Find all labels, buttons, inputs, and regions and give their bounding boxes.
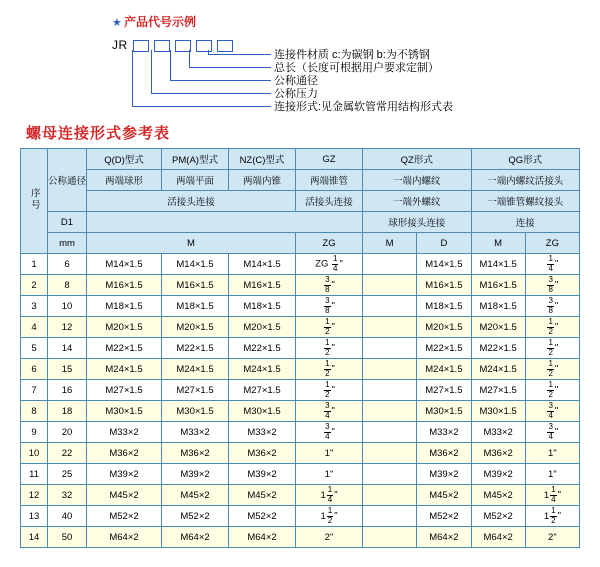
row-qz-d: M36×2 — [417, 443, 471, 464]
header-gz: GZ — [296, 149, 363, 170]
row-qz-d: M33×2 — [417, 422, 471, 443]
header-nz-type: NZ(C)型式 — [229, 149, 296, 170]
row-seq: 11 — [21, 464, 48, 485]
row-nominal-diameter: 8 — [48, 275, 87, 296]
row-nz-thread: M64×2 — [229, 527, 296, 548]
legend-label-dn: 公称通径 — [274, 75, 318, 87]
header-pm-desc: 两端平面 — [162, 170, 229, 191]
row-seq: 2 — [21, 275, 48, 296]
header-qz: QZ形式 — [363, 149, 472, 170]
row-nominal-diameter: 18 — [48, 401, 87, 422]
row-gz-thread: 1" — [296, 464, 363, 485]
table-row — [21, 296, 580, 317]
row-pm-thread: M27×1.5 — [162, 380, 229, 401]
table-row — [21, 338, 580, 359]
row-qz-m — [363, 527, 417, 548]
row-qz-m — [363, 506, 417, 527]
header-qg-connection: 连接 — [471, 212, 580, 233]
row-qg-zg: 1 $\frac{1}{4}$ " — [525, 485, 579, 506]
row-qg-m: M27×1.5 — [471, 380, 525, 401]
row-nominal-diameter: 20 — [48, 422, 87, 443]
table-row — [21, 254, 580, 275]
row-qz-d: M64×2 — [417, 527, 471, 548]
row-pm-thread: M30×1.5 — [162, 401, 229, 422]
row-qz-m — [363, 254, 417, 275]
row-qz-m — [363, 422, 417, 443]
row-qg-m: M14×1.5 — [471, 254, 525, 275]
row-nz-thread: M20×1.5 — [229, 317, 296, 338]
row-nominal-diameter: 25 — [48, 464, 87, 485]
row-pm-thread: M52×2 — [162, 506, 229, 527]
row-nz-thread: M16×1.5 — [229, 275, 296, 296]
row-nominal-diameter: 10 — [48, 296, 87, 317]
row-q-thread: M30×1.5 — [87, 401, 162, 422]
row-gz-thread: 2" — [296, 527, 363, 548]
row-q-thread: M18×1.5 — [87, 296, 162, 317]
row-q-thread: M14×1.5 — [87, 254, 162, 275]
row-gz-thread: $\frac{3}{8}$ " — [296, 275, 363, 296]
row-qg-m: M30×1.5 — [471, 401, 525, 422]
row-q-thread: M22×1.5 — [87, 338, 162, 359]
row-seq: 10 — [21, 443, 48, 464]
header-unit-qg-zg: ZG — [525, 233, 579, 254]
header-qg-desc: 一端内螺纹活接头 — [471, 170, 580, 191]
row-qg-zg: 2" — [525, 527, 579, 548]
row-qz-d: M16×1.5 — [417, 275, 471, 296]
header-pm-type: PM(A)型式 — [162, 149, 229, 170]
row-qz-m — [363, 380, 417, 401]
legend-label-material: 连接件材质 c:为碳钢 b:为不锈钢 — [274, 49, 430, 61]
row-nz-thread: M45×2 — [229, 485, 296, 506]
row-q-thread: M45×2 — [87, 485, 162, 506]
leader-line — [132, 50, 271, 107]
table-row — [21, 485, 580, 506]
row-qz-d: M30×1.5 — [417, 401, 471, 422]
header-qz-desc: 一端内螺纹 — [363, 170, 472, 191]
row-qz-d: M22×1.5 — [417, 338, 471, 359]
row-q-thread: M16×1.5 — [87, 275, 162, 296]
legend-label-length: 总长（长度可根据用户要求定制） — [274, 62, 439, 74]
row-seq: 8 — [21, 401, 48, 422]
row-nz-thread: M18×1.5 — [229, 296, 296, 317]
row-pm-thread: M39×2 — [162, 464, 229, 485]
table-row — [21, 422, 580, 443]
table-body — [21, 254, 580, 548]
row-nominal-diameter: 15 — [48, 359, 87, 380]
row-seq: 6 — [21, 359, 48, 380]
legend-title: 产品代号示例 — [124, 15, 197, 29]
header-row-3 — [21, 191, 580, 212]
header-gz-desc: 两端锥管 — [296, 170, 363, 191]
row-gz-thread: 1" — [296, 443, 363, 464]
row-qg-m: M20×1.5 — [471, 317, 525, 338]
row-qg-m: M33×2 — [471, 422, 525, 443]
row-qg-m: M24×1.5 — [471, 359, 525, 380]
row-seq: 4 — [21, 317, 48, 338]
header-unit-m: M — [87, 233, 296, 254]
row-gz-thread: $\frac{3}{4}$ " — [296, 422, 363, 443]
row-nominal-diameter: 40 — [48, 506, 87, 527]
table-row — [21, 401, 580, 422]
header-unit-mm: mm — [48, 233, 87, 254]
header-qz-ball-joint: 球形接头连接 — [363, 212, 472, 233]
header-unit-qz-d: D — [417, 233, 471, 254]
row-gz-thread: $\frac{1}{2}$ " — [296, 359, 363, 380]
row-qg-m: M64×2 — [471, 527, 525, 548]
row-qz-d: M20×1.5 — [417, 317, 471, 338]
table-row — [21, 317, 580, 338]
legend-label-conn: 连接形式:见金属软管常用结构形式表 — [274, 101, 454, 113]
row-nominal-diameter: 14 — [48, 338, 87, 359]
row-qz-m — [363, 275, 417, 296]
row-seq: 3 — [21, 296, 48, 317]
code-prefix: JR — [112, 38, 128, 52]
row-pm-thread: M14×1.5 — [162, 254, 229, 275]
row-nz-thread: M14×1.5 — [229, 254, 296, 275]
row-q-thread: M33×2 — [87, 422, 162, 443]
row-nominal-diameter: 6 — [48, 254, 87, 275]
row-gz-thread: ZG $\frac{1}{4}$ " — [296, 254, 363, 275]
header-row-2 — [21, 170, 580, 191]
row-q-thread: M36×2 — [87, 443, 162, 464]
row-q-thread: M20×1.5 — [87, 317, 162, 338]
row-q-thread: M24×1.5 — [87, 359, 162, 380]
row-qg-zg: $\frac{3}{4}$ " — [525, 422, 579, 443]
row-qg-zg: 1 $\frac{1}{2}$ " — [525, 506, 579, 527]
row-pm-thread: M33×2 — [162, 422, 229, 443]
header-nz-desc: 两端内锥 — [229, 170, 296, 191]
row-seq: 7 — [21, 380, 48, 401]
row-pm-thread: M16×1.5 — [162, 275, 229, 296]
row-nz-thread: M30×1.5 — [229, 401, 296, 422]
row-qz-m — [363, 443, 417, 464]
legend-label-pn: 公称压力 — [274, 88, 318, 100]
row-nz-thread: M24×1.5 — [229, 359, 296, 380]
table-row — [21, 380, 580, 401]
row-qg-zg: $\frac{1}{2}$ " — [525, 338, 579, 359]
row-seq: 9 — [21, 422, 48, 443]
header-blank-1 — [87, 212, 363, 233]
row-nominal-diameter: 16 — [48, 380, 87, 401]
row-qz-d: M52×2 — [417, 506, 471, 527]
row-qg-zg: $\frac{1}{2}$ " — [525, 317, 579, 338]
row-nominal-diameter: 22 — [48, 443, 87, 464]
row-qg-zg: $\frac{1}{4}$ " — [525, 254, 579, 275]
row-pm-thread: M22×1.5 — [162, 338, 229, 359]
row-gz-thread: $\frac{1}{2}$ " — [296, 338, 363, 359]
row-qg-m: M45×2 — [471, 485, 525, 506]
row-nominal-diameter: 32 — [48, 485, 87, 506]
row-qg-zg: $\frac{3}{8}$ " — [525, 275, 579, 296]
row-qg-zg: $\frac{3}{8}$ " — [525, 296, 579, 317]
row-gz-thread: $\frac{3}{4}$ " — [296, 401, 363, 422]
row-qz-d: M14×1.5 — [417, 254, 471, 275]
row-qg-m: M36×2 — [471, 443, 525, 464]
row-pm-thread: M20×1.5 — [162, 317, 229, 338]
row-qg-zg: $\frac{3}{4}$ " — [525, 401, 579, 422]
table-title: 螺母连接形式参考表 — [26, 125, 171, 142]
row-qz-m — [363, 485, 417, 506]
row-pm-thread: M64×2 — [162, 527, 229, 548]
row-qg-m: M39×2 — [471, 464, 525, 485]
table-row — [21, 506, 580, 527]
header-gz-union: 活接头连接 — [296, 191, 363, 212]
row-qg-zg: $\frac{1}{2}$ " — [525, 359, 579, 380]
row-nz-thread: M36×2 — [229, 443, 296, 464]
row-seq: 13 — [21, 506, 48, 527]
row-q-thread: M52×2 — [87, 506, 162, 527]
row-qg-zg: 1" — [525, 443, 579, 464]
header-q-type: Q(D)型式 — [87, 149, 162, 170]
row-nz-thread: M33×2 — [229, 422, 296, 443]
row-pm-thread: M18×1.5 — [162, 296, 229, 317]
header-unit-qz-m: M — [363, 233, 417, 254]
row-nz-thread: M52×2 — [229, 506, 296, 527]
header-seq: 序号 — [21, 149, 48, 254]
row-qz-d: M27×1.5 — [417, 380, 471, 401]
header-qg-taper-thread: 一端锥管螺纹接头 — [471, 191, 580, 212]
row-q-thread: M39×2 — [87, 464, 162, 485]
row-qz-m — [363, 464, 417, 485]
row-pm-thread: M36×2 — [162, 443, 229, 464]
table-row — [21, 359, 580, 380]
star-icon: ★ — [112, 17, 122, 29]
row-gz-thread: 1 $\frac{1}{4}$ " — [296, 485, 363, 506]
row-nominal-diameter: 12 — [48, 317, 87, 338]
row-qg-m: M52×2 — [471, 506, 525, 527]
row-gz-thread: 1 $\frac{1}{2}$ " — [296, 506, 363, 527]
header-row-1 — [21, 149, 580, 170]
row-qz-d: M45×2 — [417, 485, 471, 506]
row-qz-d: M24×1.5 — [417, 359, 471, 380]
header-row-5 — [21, 233, 580, 254]
header-row-4 — [21, 212, 580, 233]
row-pm-thread: M45×2 — [162, 485, 229, 506]
row-qg-m: M22×1.5 — [471, 338, 525, 359]
header-union-connection: 活接头连接 — [87, 191, 296, 212]
row-qz-m — [363, 401, 417, 422]
row-qg-zg: 1" — [525, 464, 579, 485]
row-qg-m: M18×1.5 — [471, 296, 525, 317]
table-row — [21, 443, 580, 464]
table-row — [21, 275, 580, 296]
row-gz-thread: $\frac{3}{8}$ " — [296, 296, 363, 317]
row-qz-m — [363, 296, 417, 317]
row-nz-thread: M27×1.5 — [229, 380, 296, 401]
header-nominal-diameter: 公称通径 — [48, 149, 87, 212]
row-qg-m: M16×1.5 — [471, 275, 525, 296]
row-qz-d: M39×2 — [417, 464, 471, 485]
row-gz-thread: $\frac{1}{2}$ " — [296, 317, 363, 338]
row-nz-thread: M22×1.5 — [229, 338, 296, 359]
row-qz-m — [363, 338, 417, 359]
row-qz-d: M18×1.5 — [417, 296, 471, 317]
header-unit-zg: ZG — [296, 233, 363, 254]
row-nominal-diameter: 50 — [48, 527, 87, 548]
row-seq: 5 — [21, 338, 48, 359]
table-header — [21, 149, 580, 254]
table-row — [21, 527, 580, 548]
row-qz-m — [363, 317, 417, 338]
row-q-thread: M27×1.5 — [87, 380, 162, 401]
table-row — [21, 464, 580, 485]
header-q-desc: 两端球形 — [87, 170, 162, 191]
row-qz-m — [363, 359, 417, 380]
row-gz-thread: $\frac{1}{2}$ " — [296, 380, 363, 401]
row-seq: 1 — [21, 254, 48, 275]
row-seq: 14 — [21, 527, 48, 548]
product-code-legend — [0, 0, 600, 115]
header-qg: QG形式 — [471, 149, 580, 170]
header-d1: D1 — [48, 212, 87, 233]
row-nz-thread: M39×2 — [229, 464, 296, 485]
row-seq: 12 — [21, 485, 48, 506]
row-q-thread: M64×2 — [87, 527, 162, 548]
header-qz-external-thread: 一端外螺纹 — [363, 191, 472, 212]
nut-connection-table — [20, 148, 580, 548]
row-pm-thread: M24×1.5 — [162, 359, 229, 380]
header-unit-qg-m: M — [471, 233, 525, 254]
row-qg-zg: $\frac{1}{2}$ " — [525, 380, 579, 401]
